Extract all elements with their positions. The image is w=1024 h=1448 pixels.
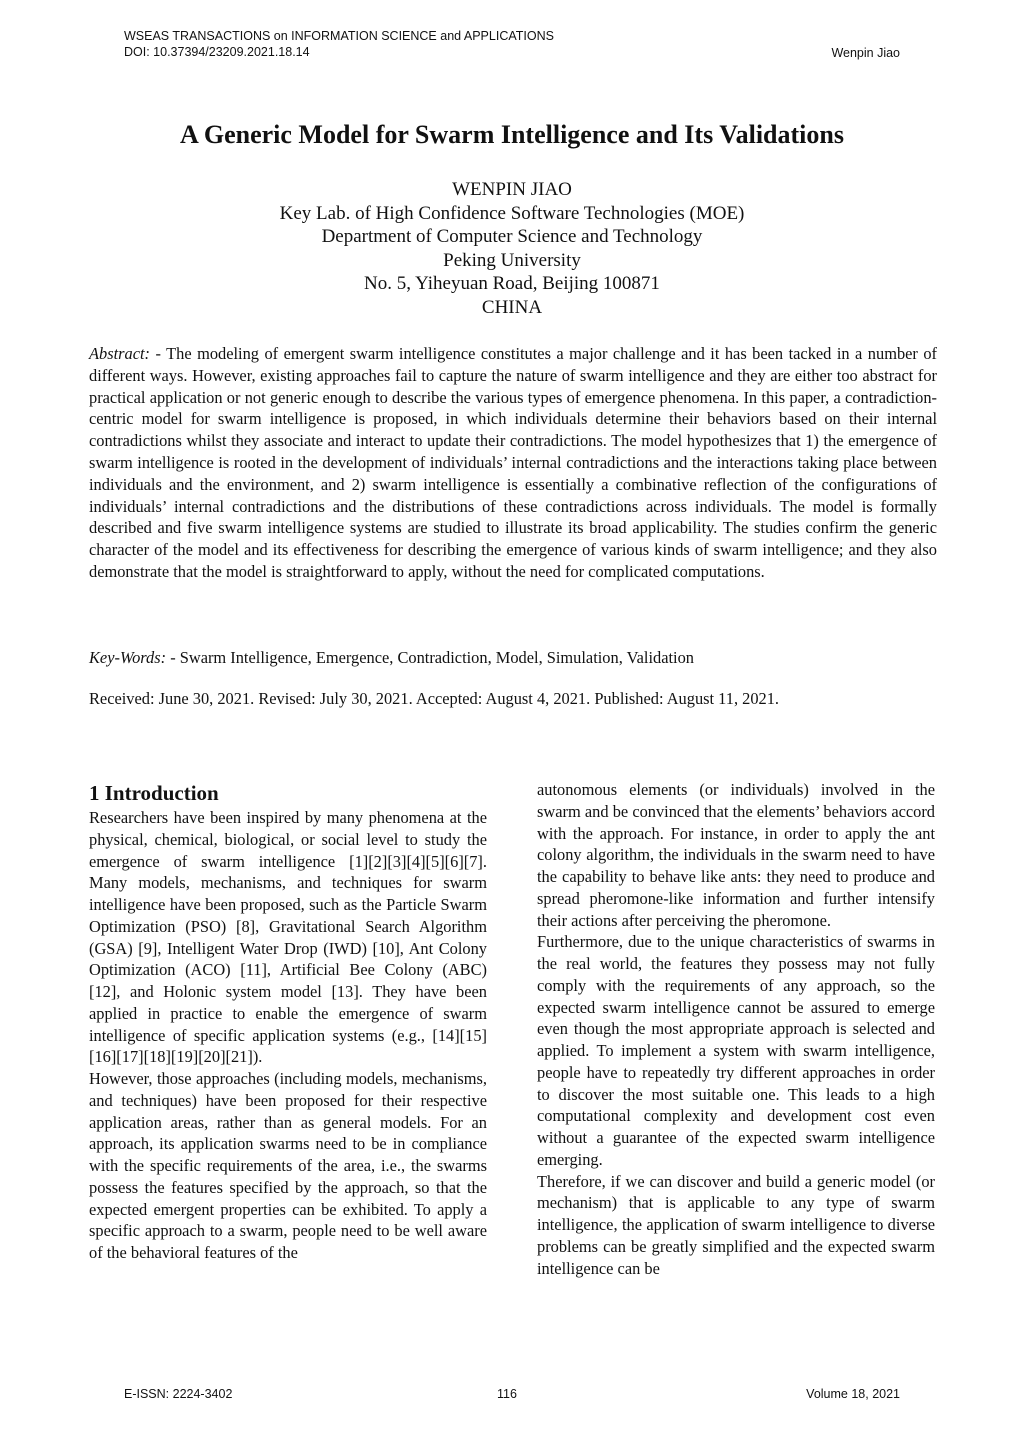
footer-volume: Volume 18, 2021: [806, 1387, 900, 1401]
author-name: WENPIN JIAO: [452, 179, 572, 200]
paper-title: A Generic Model for Swarm Intelligence and Its Validations: [180, 120, 844, 149]
paragraph: Furthermore, due to the unique characteristics of swarms in the real world, the features they possess may not fully comply with the requirements of any approach, so the expected swarm intelligence cannot be assured to emerge even though the most appropriate approach is selected and applied. To implement a system with swarm intelligence, people have to repeatedly try different approaches in order to discover the most suitable one. This leads to a high computational complexity and development cost even without a guarantee of the expected swarm intelligence emerging.: [537, 932, 935, 1169]
author-university: Peking University: [443, 249, 581, 271]
author-address: No. 5, Yiheyuan Road, Beijing 100871: [364, 273, 660, 294]
doi: DOI: 10.37394/23209.2021.18.14: [124, 45, 310, 59]
paragraph: However, those approaches (including models, mechanisms, and techniques) have been proposed for their respective application areas, rather than as general models. For an approach, its application swarms need to be in compliance with the specific requirements of the area, i.e., the swarms possess the features specified by the approach, so that the expected emergent properties can be exhibited. To apply a specific approach to a swarm, people need to be well aware of the behavioral features of the: [89, 1069, 487, 1262]
paragraph: Researchers have been inspired by many phenomena at the physical, chemical, biological, or social level to study the emergence of swarm intelligence [1][2][3][4][5][6][7]. Many models, mechanisms, and techniques for swarm intelligence have been proposed, such as the Particle Swarm Optimization (PSO) [8], Gravitational Search Algorithm (GSA) [9], Intelligent Water Drop (IWD) [10], Ant Colony Optimization (ACO) [11], Artificial Bee Colony (ABC) [12], and Holonic system model [13]. They have been applied in practice to enable the emergence of swarm intelligence of specific application systems (e.g., [14][15][16][17][18][19][20][21]).: [89, 808, 487, 1067]
received-dates: Received: June 30, 2021. Revised: July 30, 2021. Accepted: August 4, 2021. Published: August 11, 2021.: [89, 689, 780, 708]
right-column: [537, 779, 935, 1279]
left-column: [89, 780, 487, 1264]
paragraph: Therefore, if we can discover and build a generic model (or mechanism) that is applicable to any type of swarm intelligence, the application of swarm intelligence to diverse problems can be greatly simplified and the expected swarm intelligence can be: [537, 1171, 935, 1278]
footer-issn: E-ISSN: 2224-3402: [124, 1387, 233, 1401]
paragraph: autonomous elements (or individuals) involved in the swarm and be convinced that the elements’ behaviors accord with the approach. For instance, in order to apply the ant colony algorithm, the individuals in the swarm need to have the capability to behave like ants: they need to produce and spread pheromone-like information and further intensify their actions after perceiving the pheromone.: [537, 780, 935, 930]
running-author: Wenpin Jiao: [831, 46, 900, 60]
author-department: Department of Computer Science and Technology: [321, 226, 703, 247]
running-header: [124, 28, 554, 60]
author-block: [0, 178, 1024, 319]
keywords-label: Key-Words:: [89, 648, 167, 667]
abstract-label: Abstract:: [89, 344, 151, 363]
keywords-text: - Swarm Intelligence, Emergence, Contradiction, Model, Simulation, Validation: [166, 648, 694, 667]
page-number: 116: [497, 1387, 517, 1401]
author-lab: Key Lab. of High Confidence Software Technologies (MOE): [279, 202, 745, 224]
journal-name: WSEAS TRANSACTIONS on INFORMATION SCIENCE and APPLICATIONS: [124, 29, 554, 43]
section-heading: 1 Introduction: [89, 781, 219, 805]
abstract-text: - The modeling of emergent swarm intelligence constitutes a major challenge and it has been tacked in a number of different ways. However, existing approaches fail to capture the nature of swarm intelligence and they are either too abstract for practical application or not generic enough to describe the various types of emergence phenomena. In this paper, a contradiction-centric model for swarm intelligence is proposed, in which individuals determine their behaviors based on their internal contradictions whilst they associate and interact to update their contradictions. The model hypothesizes that 1) the emergence of swarm intelligence is rooted in the development of individuals’ internal contradictions and the interactions taking place between individuals and the environment, and 2) swarm intelligence is essentially a combinative reflection of the configurations of individuals’ internal contradictions and the distributions of these contradictions across individuals. The model is formally described and five swarm intelligence systems are studied to illustrate its broad applicability. The studies confirm the generic character of the model and its effectiveness for describing the emergence of various kinds of swarm intelligence; and they also demonstrate that the model is straightforward to apply, without the need for complicated computations.: [89, 344, 937, 581]
author-country: CHINA: [481, 296, 543, 318]
abstract: [89, 343, 937, 583]
keywords: [89, 647, 937, 669]
